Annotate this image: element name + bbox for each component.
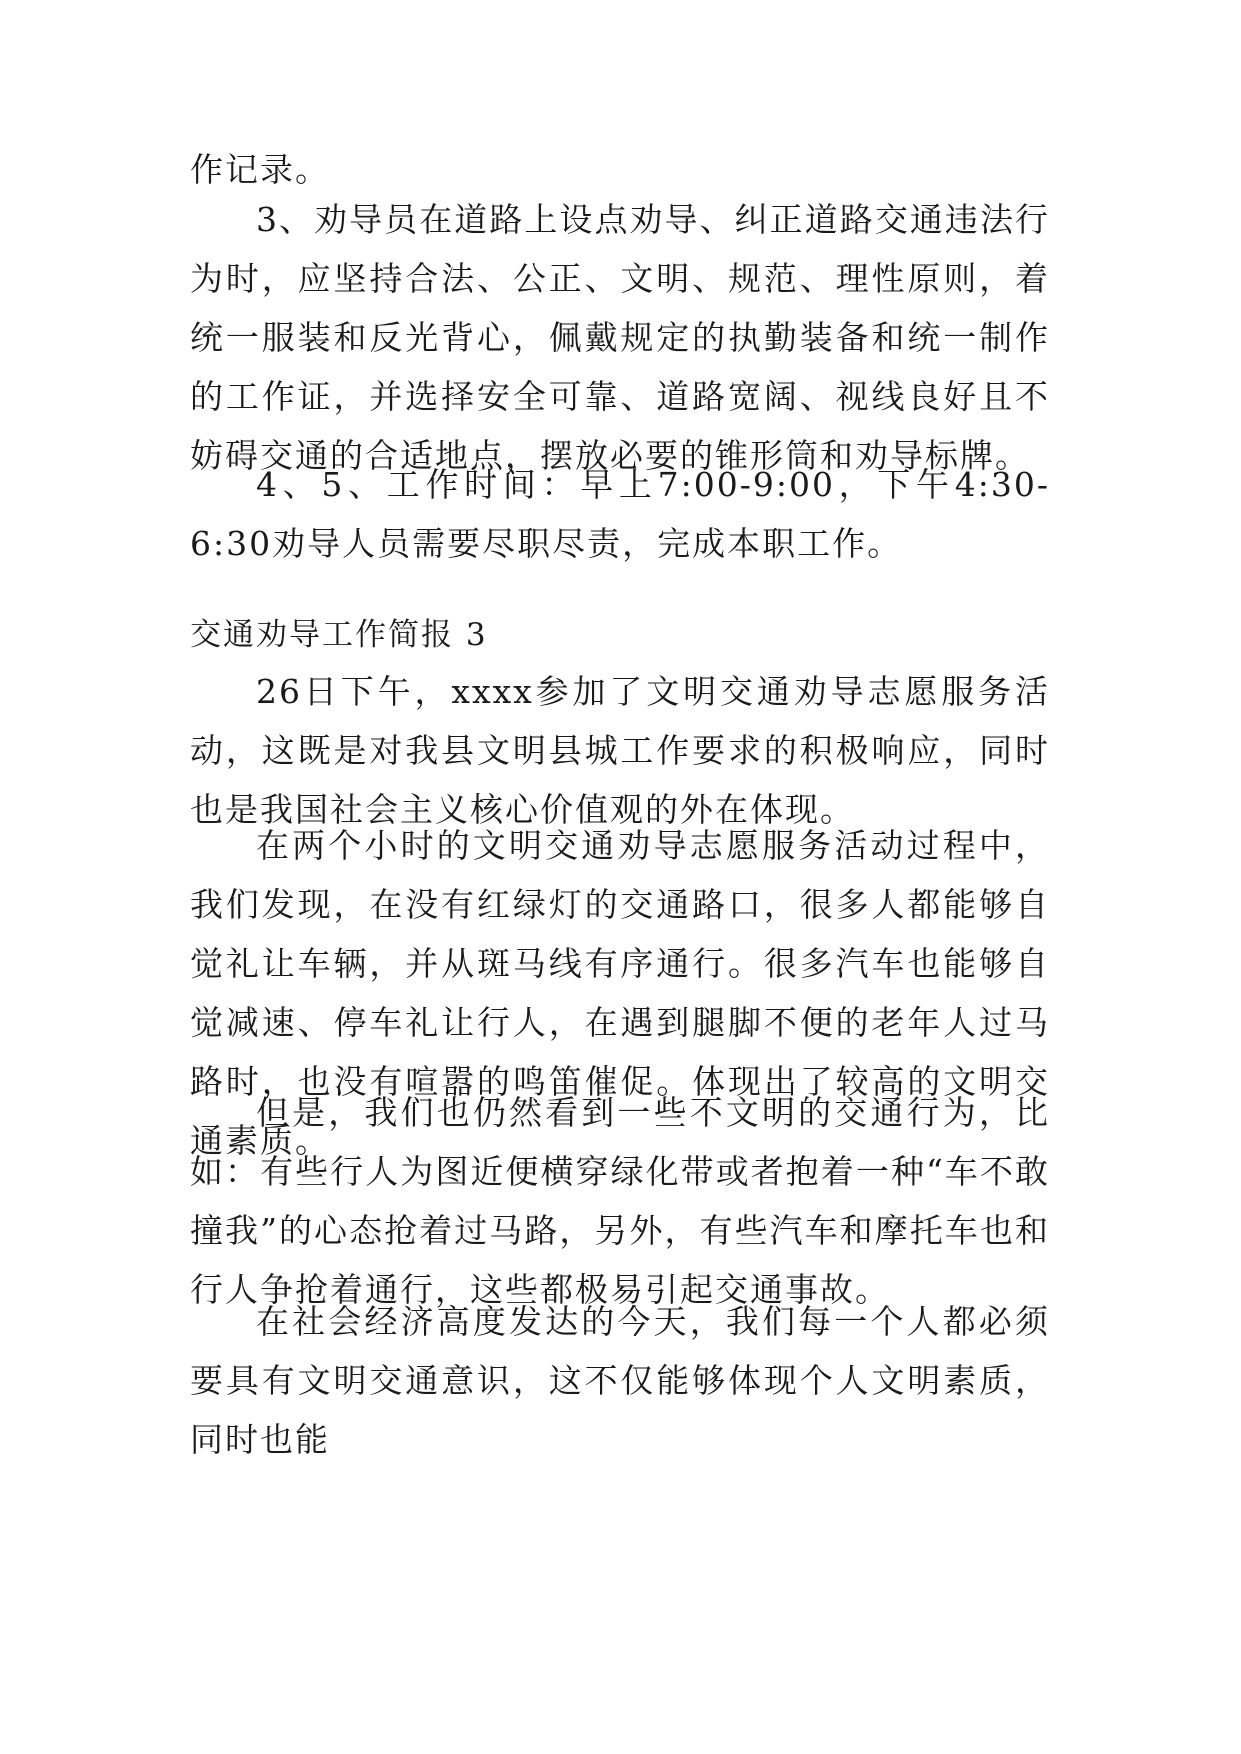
paragraph-continuation: 作记录。 [190,150,330,189]
section-paragraph-4: 在社会经济高度发达的今天，我们每一个人都必须要具有文明交通意识，这不仅能够体现个人文明素质，同时也能 [190,1302,1050,1459]
paragraph-item-4-5: 4、5、工作时间：早上7:00-9:00，下午4:30-6:30劝导人员需要尽职尽责，完成本职工作。 [190,465,1050,563]
section-paragraph-3: 但是，我们也仍然看到一些不文明的交通行为，比如：有些行人为图近便横穿绿化带或者抱着一种“车不敢撞我”的心态抢着过马路，另外，有些汽车和摩托车也和行人争抢着通行，这些都极易引起交通事故。 [190,1093,1050,1309]
section-paragraph-1: 26日下午，xxxx参加了文明交通劝导志愿服务活动，这既是对我县文明县城工作要求的积极响应，同时也是我国社会主义核心价值观的外在体现。 [190,672,1050,829]
section-title: 交通劝导工作简报 3 [190,617,488,653]
paragraph-item-3: 3、劝导员在道路上设点劝导、纠正道路交通违法行为时，应坚持合法、公正、文明、规范、理性原则，着统一服装和反光背心，佩戴规定的执勤装备和统一制作的工作证，并选择安全可靠、道路宽阔、视线良好且不妨碍交通的合适地点，摆放必要的锥形筒和劝导标牌。 [190,200,1050,475]
section-paragraph-2: 在两个小时的文明交通劝导志愿服务活动过程中，我们发现，在没有红绿灯的交通路口，很多人都能够自觉礼让车辆，并从斑马线有序通行。很多汽车也能够自觉减速、停车礼让行人，在遇到腿脚不便的老年人过马路时，也没有喧嚣的鸣笛催促。体现出了较高的文明交通素质。 [190,826,1050,1160]
